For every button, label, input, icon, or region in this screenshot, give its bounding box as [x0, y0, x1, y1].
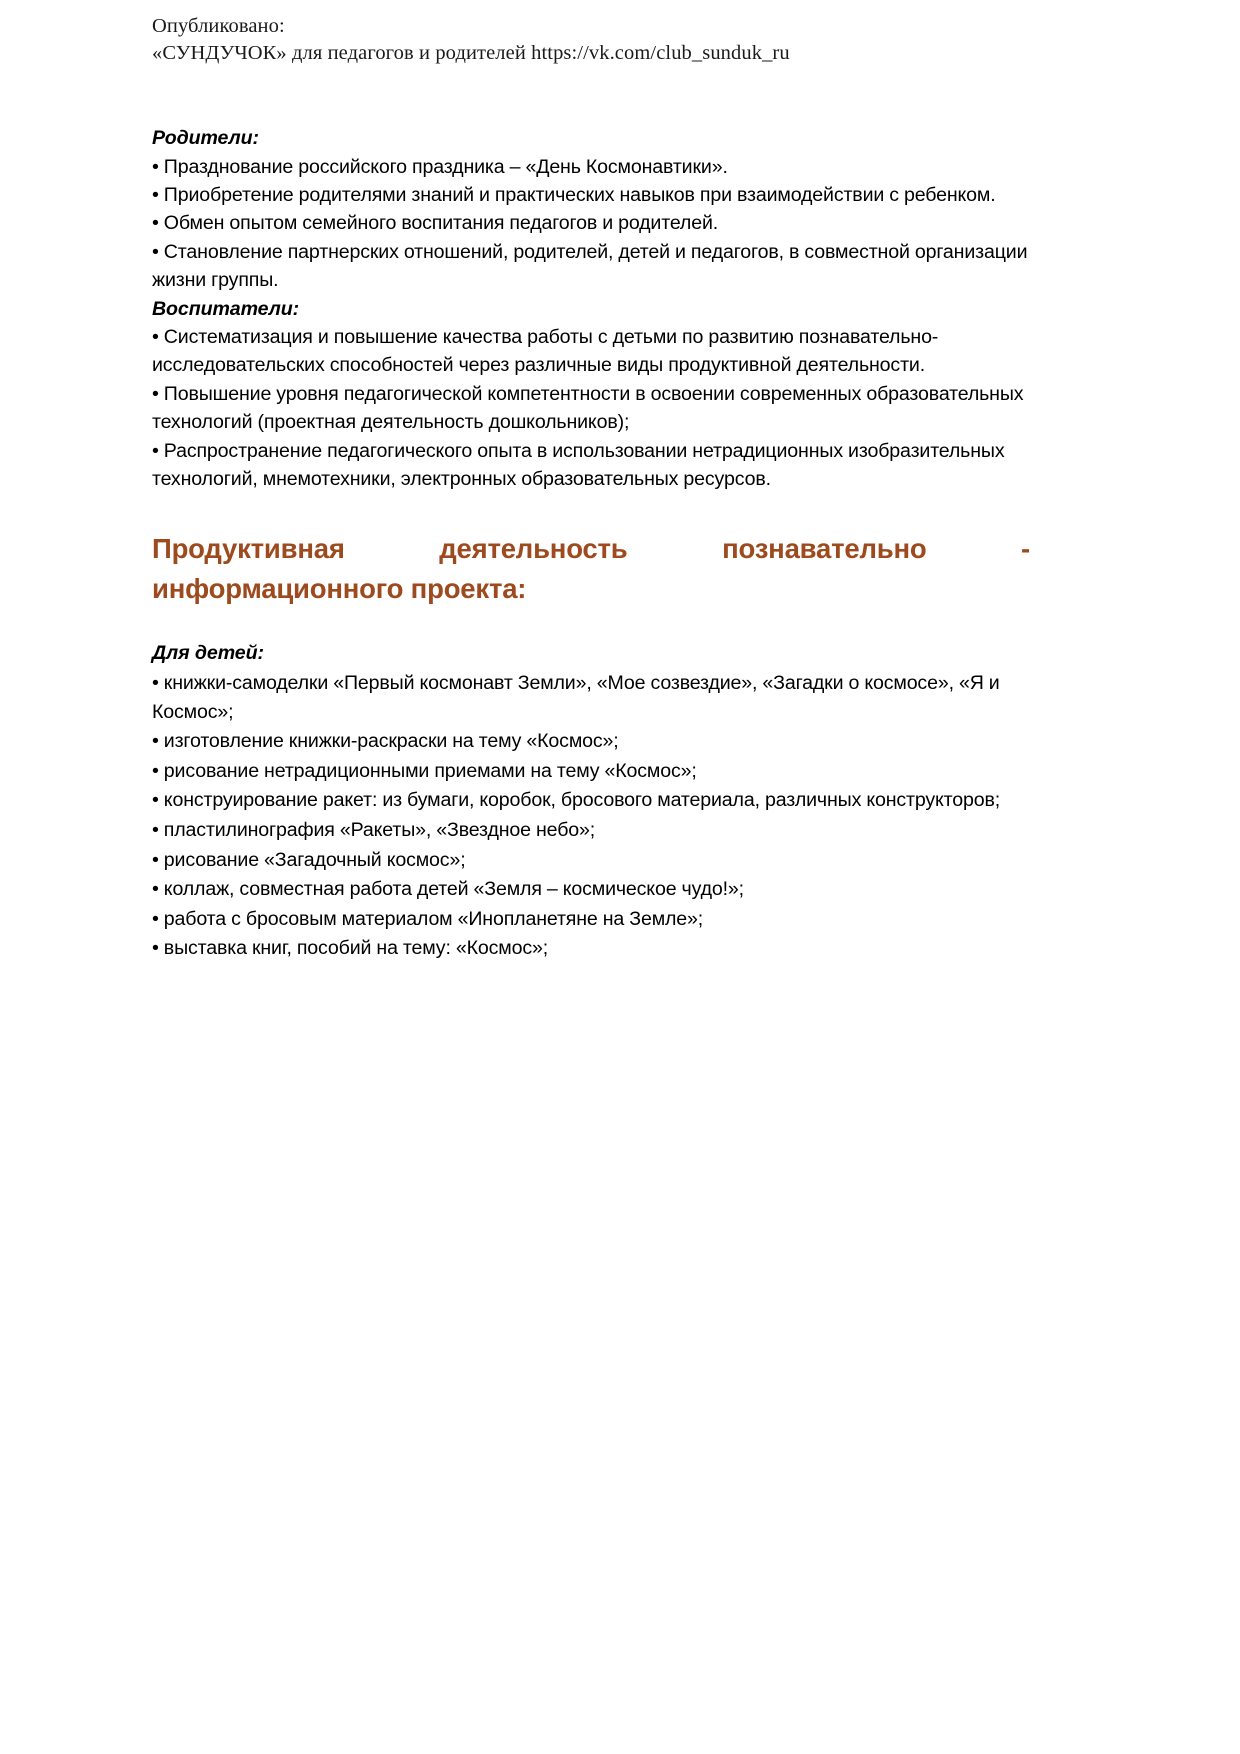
project-heading-block	[152, 529, 1030, 609]
bullet-parents-4: • Становление партнерских отношений, родителей, детей и педагогов, в совместной организации жизни группы.	[152, 240, 1028, 292]
bullet-educators-2: • Повышение уровня педагогической компетентности в освоении современных образовательных технологий (проектная деятельность дошкольников);	[152, 382, 1024, 434]
bullet-children-5: • пластилинография «Ракеты», «Звездное небо»;	[152, 818, 596, 841]
bullet-educators-1: • Систематизация и повышение качества работы с детьми по развитию познавательно-исследовательских способностей через различные виды продуктивной деятельности.	[152, 326, 939, 377]
bullet-children-6: • рисование «Загадочный космос»;	[152, 848, 466, 871]
publication-source-link: «СУНДУЧОК» для педагогов и родителей https://vk.com/club_sunduk_ru	[152, 42, 790, 64]
bullet-children-7: • коллаж, совместная работа детей «Земля – космическое чудо!»;	[152, 878, 744, 901]
bullet-parents-2: • Приобретение родителями знаний и практических навыков при взаимодействии с ребенком.	[152, 183, 996, 206]
bullet-parents-1: • Празднование российского праздника – «День Космонавтики».	[152, 155, 728, 178]
section-educators	[152, 295, 1030, 494]
bullet-children-9: • выставка книг, пособий на тему: «Космос»;	[152, 937, 549, 960]
bullet-children-8: • работа с бросовым материалом «Инопланетяне на Земле»;	[152, 907, 704, 930]
bullet-children-3: • рисование нетрадиционными приемами на тему «Космос»;	[152, 759, 697, 782]
section-children	[152, 639, 1030, 962]
section-label-educators: Воспитатели:	[152, 297, 300, 320]
section-parents	[152, 124, 1030, 295]
bullet-children-2: • изготовление книжки-раскраски на тему «Космос»;	[152, 730, 619, 753]
document-body	[152, 124, 1030, 963]
bullet-children-1: • книжки-самоделки «Первый космонавт Земли», «Мое созвездие», «Загадки о космосе», «Я и Космос»;	[152, 671, 1000, 723]
project-heading-line-2: информационного проекта:	[152, 573, 527, 605]
bullet-parents-3: • Обмен опытом семейного воспитания педагогов и родителей.	[152, 212, 719, 235]
publication-header	[152, 13, 1092, 67]
bullet-children-4: • конструирование ракет: из бумаги, коробок, бросового материала, различных конструкторов;	[152, 789, 1001, 812]
project-heading-line-1: Продуктивная деятельность познавательно -	[152, 533, 1030, 565]
published-label: Опубликовано:	[152, 15, 285, 37]
section-label-children: Для детей:	[152, 642, 264, 665]
bullet-educators-3: • Распространение педагогического опыта в использовании нетрадиционных изобразительных технологий, мнемотехники, электронных образовательных ресурсов.	[152, 439, 1005, 491]
project-heading	[152, 529, 1030, 609]
section-label-parents: Родители:	[152, 127, 259, 149]
